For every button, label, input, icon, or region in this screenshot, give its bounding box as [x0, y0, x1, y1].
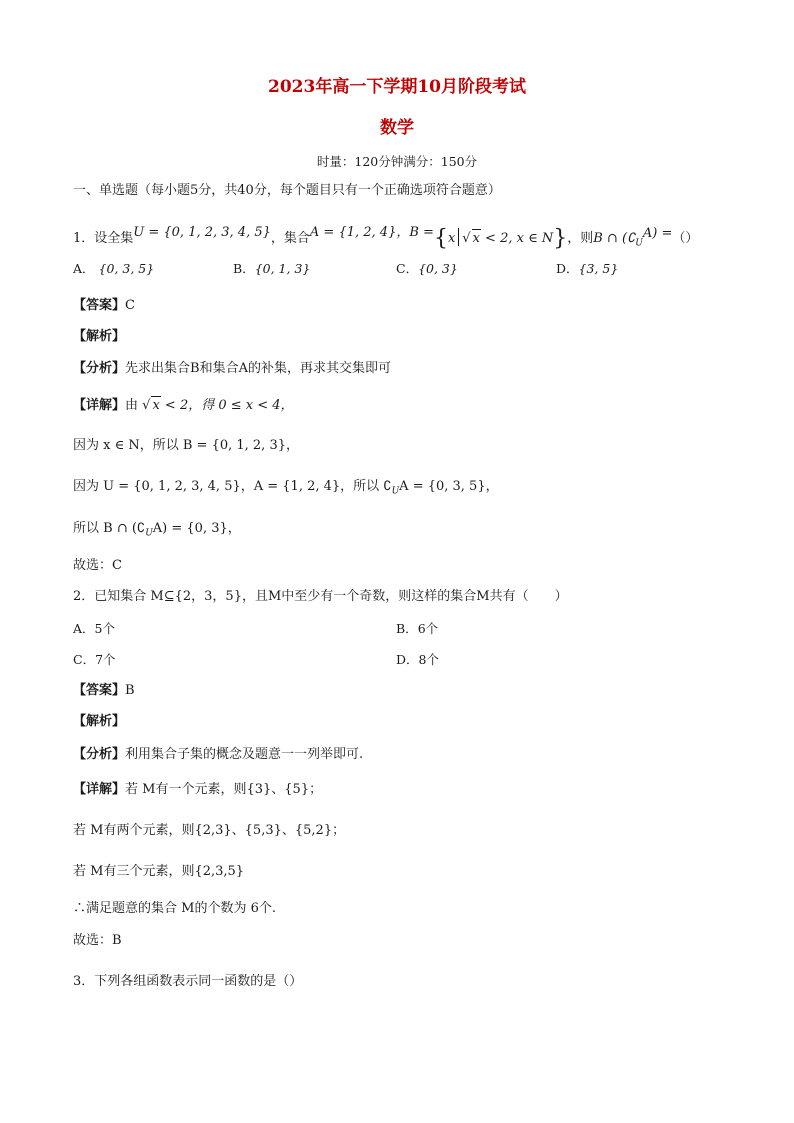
q2-option-a: [73, 620, 115, 638]
q2-fenxi: [73, 746, 363, 764]
q1-prefix: 1．设全集: [73, 231, 134, 246]
q2-detail-tag: 【详解】: [73, 782, 126, 797]
q1-set-b-label: ，B =: [396, 225, 434, 240]
q1-expr-sub: U: [635, 238, 643, 249]
q1-var-x: x: [447, 231, 456, 246]
q1-option-c: [396, 260, 458, 278]
q1-option-c-label: C．: [396, 261, 419, 276]
q1-sqrt-x: x: [472, 231, 480, 246]
q1-detail-2: 因为 x ∈ N，所以 B = {0, 1, 2, 3}，: [73, 438, 299, 453]
q1-option-a-label: A．: [73, 261, 95, 276]
q2-option-d-label: D．: [396, 652, 419, 667]
q1-detail-4b: A) = {0, 3}，: [152, 521, 241, 536]
q2-option-d: [396, 651, 439, 669]
q1-option-a-value: {0, 3, 5}: [98, 261, 155, 276]
q1-detail-4-sub: U: [145, 528, 153, 539]
q1-option-d-label: D．: [556, 261, 579, 276]
q1-answer: [73, 297, 135, 315]
q1-detail-3: [73, 478, 499, 501]
q1-option-c-value: {0, 3}: [418, 261, 458, 276]
q1-option-d: [556, 260, 618, 278]
q2-option-b: [396, 620, 438, 638]
q1-detail-tag: 【详解】: [73, 398, 126, 413]
q1-fenxi-text: 先求出集合B和集合A的补集，再求其交集即可: [125, 361, 391, 376]
q1-detail-4: [73, 520, 241, 543]
q2-option-c-value: 7个: [95, 652, 116, 667]
q1-detail-4a: 所以 B ∩ (∁: [73, 521, 146, 536]
q1-tail: ，则: [567, 231, 594, 246]
question-3-stem: 3．下列各组函数表示同一函数的是（）: [73, 974, 303, 989]
q1-brace-open: {: [433, 226, 448, 251]
q1-brace-close: }: [553, 226, 568, 251]
q2-choose: 故选：B: [73, 933, 122, 948]
section-heading: 一、单选题（每小题5分，共40分，每个题目只有一个正确选项符合题意）: [73, 183, 501, 198]
q1-expr: B ∩ (∁: [593, 231, 636, 246]
q1-divider: [458, 228, 459, 246]
q2-option-b-label: B．: [396, 621, 418, 636]
q2-analysis-tag: 【解析】: [73, 714, 126, 729]
q2-detail-3: 若 M有三个元素，则{2,3,5}: [73, 864, 245, 879]
q1-option-b-label: B．: [233, 261, 255, 276]
q1-analysis-tag: 【解析】: [73, 329, 126, 344]
q2-option-b-value: 6个: [417, 621, 439, 636]
q1-detail-3a: 因为 U = {0, 1, 2, 3, 4, 5}，A = {1, 2, 4}，所以 ∁: [73, 479, 392, 494]
q1-answer-value: C: [125, 298, 135, 313]
q2-detail-4: ∴满足题意的集合 M的个数为 6个.: [73, 901, 276, 916]
question-2-stem: 2．已知集合 M⊆{2，3，5}，且M中至少有一个奇数，则这样的集合M共有（ ）: [73, 589, 568, 604]
q2-option-a-label: A．: [73, 621, 95, 636]
q2-detail-2: 若 M有两个元素，则{2,3}、{5,3}、{5,2}；: [73, 823, 346, 838]
subject-title: 数学: [380, 118, 414, 138]
q1-option-a: [73, 260, 154, 278]
q1-choose: 故选：C: [73, 558, 122, 573]
q2-fenxi-text: 利用集合子集的概念及题意一一列举即可.: [125, 747, 364, 762]
q1-paren: （）: [672, 231, 699, 246]
q1-answer-tag: 【答案】: [73, 298, 126, 313]
q2-fenxi-tag: 【分析】: [73, 747, 126, 762]
q2-answer-value: B: [125, 683, 135, 698]
q1-option-b-value: {0, 1, 3}: [254, 261, 311, 276]
q1-set-a: A = {1, 2, 4}: [309, 225, 397, 240]
q2-answer: [73, 682, 135, 700]
q1-detail-3-sub: U: [391, 486, 400, 497]
q1-condition: < 2, x ∈ N: [480, 231, 554, 246]
q1-set-u: U = {0, 1, 2, 3, 4, 5}: [133, 225, 271, 240]
q1-option-b: [233, 260, 310, 278]
q1-detail-1: 【详解】由 √ x < 2，得 0 ≤ x < 4，: [73, 398, 294, 413]
exam-title: 2023年高一下学期10月阶段考试: [268, 77, 526, 97]
q1-detail-3b: A = {0, 3, 5}，: [399, 479, 499, 494]
question-1-stem: 1．设全集U = {0, 1, 2, 3, 4, 5}，集合A = {1, 2, 4}，B ={x √ x < 2, x ∈ N}，则B ∩ $(∁_UA)$ =（）: [73, 225, 699, 251]
q2-detail-1-text: 若 M有一个元素，则{3}、{5}；: [125, 782, 323, 797]
q1-detail-1a: 由: [125, 398, 139, 413]
q2-option-c: [73, 651, 116, 669]
q1-detail-1c: < 2，得 0 ≤ x < 4，: [160, 398, 294, 413]
q2-option-c-label: C．: [73, 652, 96, 667]
q1-expr-end: A) =: [642, 226, 673, 241]
time-info: 时量：120分钟满分：150分: [316, 154, 478, 169]
q1-detail-sqrt: x: [152, 398, 160, 413]
q1-fenxi-tag: 【分析】: [73, 361, 126, 376]
q1-option-d-value: {3, 5}: [578, 261, 619, 276]
q1-fenxi: [73, 360, 391, 378]
q2-detail-1: [73, 781, 322, 799]
q2-option-d-value: 8个: [418, 652, 439, 667]
q1-mid: ，集合: [270, 231, 310, 246]
q2-answer-tag: 【答案】: [73, 683, 126, 698]
q2-option-a-value: 5个: [94, 621, 115, 636]
